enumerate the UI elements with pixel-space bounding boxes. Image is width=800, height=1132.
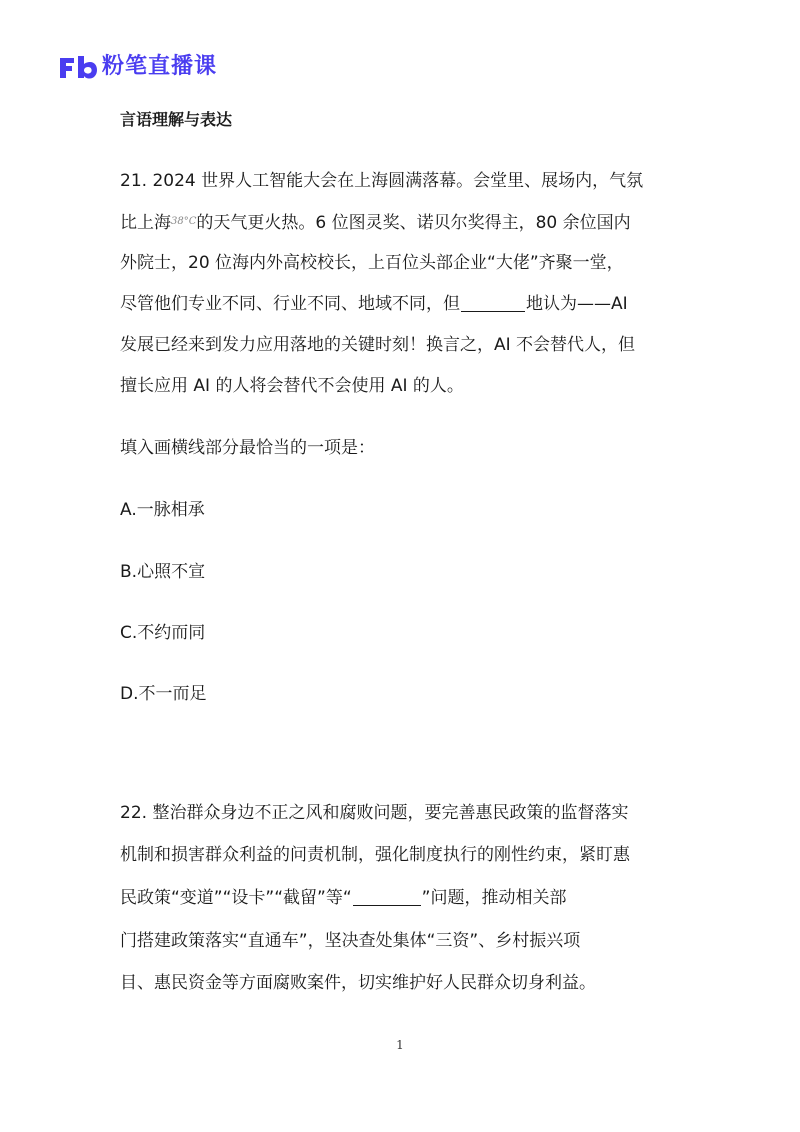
q22-line-3-before: 民政策“变道”“设卡”“截留”等“ — [120, 888, 352, 908]
q21-line-5: 发展已经来到发力应用落地的关键时刻！换言之，AI 不会替代人，但 — [120, 335, 636, 355]
answer-blank — [353, 889, 421, 906]
option-b: B.心照不宣 — [120, 562, 206, 582]
q21-line-6: 擅长应用 AI 的人将会替代不会使用 AI 的人。 — [120, 376, 464, 396]
q21-line-1: 21. 2024 世界人工智能大会在上海圆满落幕。会堂里、展场内，气氛 — [120, 171, 644, 191]
q21-line-4-before: 尽管他们专业不同、行业不同、地域不同，但 — [120, 294, 460, 314]
q21-line-2-after: 的天气更火热。6 位图灵奖、诺贝尔奖得主，80 余位国内 — [196, 213, 631, 233]
q21-line-2-before: 比上海 — [120, 213, 171, 233]
temperature-mark: 38°C — [171, 216, 197, 227]
brand-header — [58, 50, 217, 84]
q22-line-3 — [120, 885, 566, 911]
option-c: C.不约而同 — [120, 623, 206, 643]
section-title: 言语理解与表达 — [120, 110, 233, 129]
q22-line-4: 门搭建政策落实“直通车”，坚决查处集体“三资”、乡村振兴项 — [120, 931, 581, 951]
option-d: D.不一而足 — [120, 684, 207, 704]
answer-blank — [461, 295, 525, 312]
q21-line-3: 外院士，20 位海内外高校校长，上百位头部企业“大佬”齐聚一堂， — [120, 253, 624, 273]
q22-line-2: 机制和损害群众利益的问责机制，强化制度执行的刚性约束，紧盯惠 — [120, 845, 630, 865]
question-21-stem — [120, 168, 690, 396]
q21-line-2 — [120, 209, 631, 235]
question-22-stem — [120, 800, 690, 1000]
page-number: 1 — [396, 1038, 404, 1052]
fenbi-logo-icon — [58, 52, 98, 82]
q22-line-1: 22. 整治群众身边不正之风和腐败问题，要完善惠民政策的监督落实 — [120, 803, 629, 823]
q22-line-5: 目、惠民资金等方面腐败案件，切实维护好人民群众切身利益。 — [120, 973, 596, 993]
question-21-prompt: 填入画横线部分最恰当的一项是： — [120, 438, 375, 458]
q21-line-4-after: 地认为——AI — [526, 294, 628, 314]
brand-name: 粉笔直播课 — [102, 54, 218, 79]
q22-line-3-after: ”问题，推动相关部 — [421, 888, 567, 908]
q21-line-4 — [120, 291, 628, 317]
option-a: A.一脉相承 — [120, 500, 205, 520]
